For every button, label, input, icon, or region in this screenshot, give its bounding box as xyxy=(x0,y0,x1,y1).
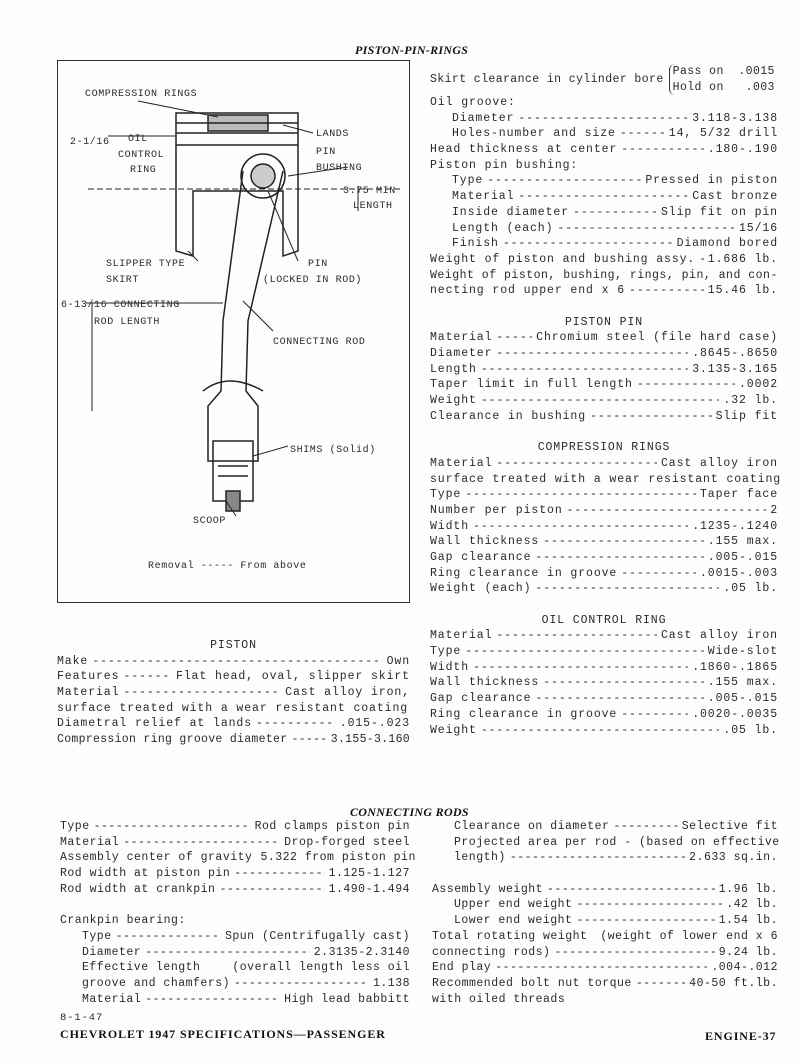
leader-dashes xyxy=(219,882,324,898)
spec-label: Number per piston xyxy=(430,503,563,517)
spec-row xyxy=(430,236,778,252)
spec-value: 1.96 lb. xyxy=(718,882,778,896)
spec-row xyxy=(430,173,778,189)
label-scoop: SCOOP xyxy=(193,516,227,527)
leader-dashes xyxy=(518,111,688,127)
piston-rod-drawing xyxy=(58,61,408,601)
leader-dashes xyxy=(543,675,704,691)
spec-row xyxy=(60,835,410,851)
spec-row xyxy=(430,221,778,237)
spec-value: 9.24 lb. xyxy=(718,945,778,959)
spec-value: .180-.190 xyxy=(707,143,778,157)
spec-value: Slip fit on pin xyxy=(660,205,778,219)
spec-row xyxy=(432,882,778,898)
leader-dashes xyxy=(496,346,688,362)
spec-value: Cast alloy iron xyxy=(660,456,778,470)
leader-dashes xyxy=(567,503,767,519)
spec-label: Weight xyxy=(430,394,477,408)
leader-dashes xyxy=(535,550,703,566)
spec-label: Holes-number and size xyxy=(452,127,616,141)
spec-row xyxy=(432,819,778,835)
spec-label: Diametral relief at lands xyxy=(57,717,253,731)
leader-dashes xyxy=(234,866,324,882)
spec-label: Compression ring groove diameter xyxy=(57,733,288,747)
spec-value: Cast bronze xyxy=(692,190,778,204)
spec-label: Material xyxy=(82,992,142,1006)
spec-label: Material xyxy=(430,629,493,643)
spec-text-part: (weight of lower end x 6 xyxy=(600,929,778,943)
spec-row xyxy=(57,685,410,701)
spec-row xyxy=(57,716,410,732)
spec-value: 5.322 from piston pin xyxy=(260,851,416,865)
spec-value: .155 max. xyxy=(707,676,778,690)
leader-dashes xyxy=(481,362,688,378)
spec-row xyxy=(57,669,410,685)
spec-value: .32 lb. xyxy=(723,394,778,408)
rods-left-column xyxy=(60,819,416,1007)
skirt-clearance xyxy=(430,64,778,95)
bushing-heading: Piston pin bushing: xyxy=(430,158,579,172)
spec-label: Upper end weight xyxy=(454,898,573,912)
spec-value: 1.54 lb. xyxy=(718,914,778,928)
diagram-caption: Removal ----- From above xyxy=(148,561,307,572)
leader-dashes xyxy=(481,723,720,739)
spec-value: Slip fit xyxy=(715,409,778,423)
connecting-rods-heading: CONNECTING RODS xyxy=(350,805,469,819)
leader-dashes xyxy=(481,393,720,409)
spec-row xyxy=(430,675,778,691)
footer-page: ENGINE-37 xyxy=(705,1029,777,1043)
leader-dashes xyxy=(123,835,280,851)
spec-label: Inside diameter xyxy=(452,205,570,219)
spec-label: Ring clearance in groove xyxy=(430,566,618,580)
label-connecting-rod: CONNECTING ROD xyxy=(273,337,366,348)
spec-label: Material xyxy=(430,331,493,345)
spec-text-part: (overall length less oil xyxy=(232,961,410,975)
spec-text-part: Total rotating weight xyxy=(432,929,588,943)
spec-value: 3.118-3.138 xyxy=(692,111,778,125)
spec-label: connecting rods) xyxy=(432,945,551,959)
spec-value: .0002 xyxy=(738,378,778,392)
label-rod-length-1: 6-13/16 CONNECTING xyxy=(61,300,180,311)
spec-row xyxy=(430,283,778,299)
spec-value: Flat head, oval, slipper skirt xyxy=(175,670,410,684)
spec-value: Cast alloy iron xyxy=(660,629,778,643)
spec-label: Finish xyxy=(452,237,499,251)
spec-value: .1235-.1240 xyxy=(692,519,778,533)
spec-row xyxy=(430,252,778,268)
spec-label: length) xyxy=(454,851,506,865)
piston-diagram xyxy=(57,60,410,603)
leader-dashes xyxy=(535,691,703,707)
spec-label: Type xyxy=(60,820,90,833)
leader-dashes xyxy=(465,644,704,660)
footer-date: 8-1-47 xyxy=(60,1012,104,1024)
spec-value: Own xyxy=(386,654,410,668)
spec-row xyxy=(430,142,778,158)
spec-label: groove and chamfers) xyxy=(82,976,231,990)
spec-value: Drop-forged steel xyxy=(284,835,410,849)
spec-row xyxy=(430,346,778,362)
label-slipper-2: SKIRT xyxy=(106,275,140,286)
spec-label: Weight of piston and bushing assy. xyxy=(430,252,696,266)
spec-value: Wide-slot xyxy=(707,645,778,659)
leader-dashes xyxy=(557,221,735,237)
spec-row xyxy=(430,723,778,739)
spec-row xyxy=(430,189,778,205)
spec-value: .155 max. xyxy=(707,535,778,549)
spec-text xyxy=(60,960,410,976)
spec-row xyxy=(430,393,778,409)
leader-dashes xyxy=(94,819,251,835)
leader-dashes xyxy=(518,189,688,205)
leader-dashes xyxy=(496,330,532,346)
spec-label: Material xyxy=(452,190,515,204)
spec-text-part: Effective length xyxy=(82,961,201,975)
spec-value: 15/16 xyxy=(738,221,778,235)
spec-label: Material xyxy=(430,456,493,470)
leader-dashes xyxy=(473,519,688,535)
spec-row xyxy=(57,654,410,670)
spec-label: Rod width at piston pin xyxy=(60,867,231,881)
spec-row xyxy=(430,644,778,660)
compression-rings-heading: COMPRESSION RINGS xyxy=(537,441,671,455)
spec-value: Rod clamps piston pin xyxy=(254,820,410,833)
spec-value: .005-.015 xyxy=(707,550,778,564)
spec-label: Ring clearance in groove xyxy=(430,707,618,721)
rods-right-column xyxy=(432,819,778,1007)
oil-groove-heading: Oil groove: xyxy=(430,96,516,109)
spec-value: .015-.023 xyxy=(339,717,410,731)
label-min-length-1: 3.75 MIN xyxy=(343,186,396,197)
spec-label: Weight (each) xyxy=(430,582,532,596)
spec-row xyxy=(430,707,778,723)
spec-label: Recommended bolt nut torque xyxy=(432,976,632,990)
leader-dashes xyxy=(573,205,657,221)
piston-section xyxy=(57,638,410,748)
spec-row xyxy=(60,929,410,945)
spec-row xyxy=(57,732,410,748)
leader-dashes xyxy=(496,628,657,644)
label-slipper-1: SLIPPER TYPE xyxy=(106,259,186,270)
leader-dashes xyxy=(145,945,310,961)
spec-label: Width xyxy=(430,660,470,674)
label-control: CONTROL xyxy=(118,150,165,161)
spec-label: Taper limit in full length xyxy=(430,378,633,392)
spec-value: Cast alloy iron, xyxy=(285,686,410,700)
spec-row xyxy=(430,691,778,707)
spec-label: Wall thickness xyxy=(430,535,540,549)
spec-value: 1.138 xyxy=(372,976,410,990)
spec-value: 1.686 lb. xyxy=(707,252,778,266)
spec-row xyxy=(430,534,778,550)
piston-heading: PISTON xyxy=(210,639,257,652)
spec-row xyxy=(60,819,410,835)
spec-label: Rod width at crankpin xyxy=(60,882,216,896)
spec-row xyxy=(430,377,778,393)
spec-label: Make xyxy=(57,654,89,668)
spec-label: Type xyxy=(430,488,462,502)
leader-dashes xyxy=(621,707,688,723)
spec-row xyxy=(430,205,778,221)
spec-label: Gap clearance xyxy=(430,550,532,564)
leader-dashes xyxy=(473,660,688,676)
spec-label: Diameter xyxy=(430,347,493,360)
label-ring: RING xyxy=(130,165,157,176)
spec-row xyxy=(60,992,410,1008)
spec-label: Clearance on diameter xyxy=(454,820,610,833)
label-rod-length-2: ROD LENGTH xyxy=(94,317,161,328)
spec-value: .0020-.0035 xyxy=(692,707,778,721)
spec-label: Clearance in bushing xyxy=(430,409,587,423)
skirt-hold: Hold on .003 xyxy=(672,80,775,94)
spec-label: Gap clearance xyxy=(430,692,532,706)
label-pin-locked-2: (LOCKED IN ROD) xyxy=(263,275,363,286)
spec-value: Taper face xyxy=(699,488,778,502)
spec-label: Wall thickness xyxy=(430,676,540,690)
leader-dashes xyxy=(637,377,735,393)
spec-label: Length xyxy=(430,362,477,376)
oil-ring-heading: OIL CONTROL RING xyxy=(541,613,667,627)
spec-row xyxy=(430,456,778,472)
leader-dashes xyxy=(116,929,221,945)
spec-label: Lower end weight xyxy=(454,914,573,928)
spec-label: Features xyxy=(57,670,120,684)
spec-text xyxy=(432,929,778,945)
spec-value: .004-.012 xyxy=(711,961,778,975)
spec-text: with oiled threads xyxy=(432,992,566,1006)
label-lands: LANDS xyxy=(316,129,350,140)
spec-label: Assembly weight xyxy=(432,882,544,896)
spec-text: Weight of piston, bushing, rings, pin, and con- xyxy=(430,268,778,282)
spec-label: Weight xyxy=(430,723,477,737)
spec-row xyxy=(60,866,410,882)
spec-label: necting rod upper end x 6 xyxy=(430,284,626,298)
leader-dashes xyxy=(535,581,719,597)
spec-value: 15.46 lb. xyxy=(707,284,778,298)
page-title: PISTON-PIN-RINGS xyxy=(355,43,469,57)
spec-value: .05 lb. xyxy=(723,582,778,596)
spec-text: surface treated with a wear resistant coating xyxy=(57,701,409,715)
spec-label: Material xyxy=(57,686,120,700)
spec-label: Diameter xyxy=(452,111,515,125)
spec-row xyxy=(430,550,778,566)
spec-row xyxy=(60,882,410,898)
spec-value: 3.135-3.165 xyxy=(692,362,778,376)
spec-value: .0015-.003 xyxy=(699,566,778,580)
spec-row xyxy=(430,519,778,535)
leader-dashes xyxy=(503,236,673,252)
spec-label: End play xyxy=(432,961,492,975)
spec-row xyxy=(430,503,778,519)
crankpin-heading: Crankpin bearing: xyxy=(60,914,186,928)
leader-dashes xyxy=(620,126,665,142)
footer-left: CHEVROLET 1947 SPECIFICATIONS—PASSENGER xyxy=(60,1027,386,1041)
spec-label: Type xyxy=(430,645,462,659)
spec-value: Diamond bored xyxy=(676,237,778,251)
spec-row xyxy=(432,960,778,976)
spec-value: 1.490-1.494 xyxy=(328,882,410,896)
label-bushing: BUSHING xyxy=(316,163,363,174)
label-pin: PIN xyxy=(316,147,336,158)
label-compression-rings: COMPRESSION RINGS xyxy=(85,89,198,100)
spec-label: Length (each) xyxy=(452,221,554,235)
spec-row xyxy=(432,913,778,929)
spec-label: Width xyxy=(430,519,470,533)
spec-row xyxy=(432,976,778,992)
spec-row xyxy=(430,487,778,503)
spec-value: 3.155-3.160 xyxy=(330,733,410,747)
skirt-pass: Pass on .0015 xyxy=(672,65,775,78)
spec-value: 2 xyxy=(770,503,778,517)
spec-row xyxy=(430,409,778,425)
spec-label: Assembly center of gravity xyxy=(60,851,253,865)
skirt-label: Skirt clearance in cylinder bore xyxy=(430,73,664,86)
spec-row xyxy=(430,111,778,127)
spec-value: .42 lb. xyxy=(726,898,778,912)
label-oil: OIL xyxy=(128,134,148,145)
spec-label: Head thickness at center xyxy=(430,143,618,157)
spec-row xyxy=(430,362,778,378)
spec-value: 2.3135-2.3140 xyxy=(313,945,410,959)
spec-value: Chromium steel (file hard case) xyxy=(536,331,778,345)
spec-value: 1.125-1.127 xyxy=(328,867,410,881)
label-size: 2-1/16 xyxy=(70,137,110,148)
spec-row xyxy=(430,126,778,142)
spec-value: Spun (Centrifugally cast) xyxy=(224,929,410,943)
label-min-length-2: LENGTH xyxy=(353,201,393,212)
spec-value: .1860-.1865 xyxy=(692,660,778,674)
label-shims: SHIMS (Solid) xyxy=(290,445,376,456)
label-pin-locked-1: PIN xyxy=(308,259,328,270)
leader-dashes xyxy=(590,409,712,425)
spec-value: Selective fit xyxy=(681,820,778,833)
spec-value: .8645-.8650 xyxy=(692,347,778,360)
spec-row xyxy=(60,945,410,961)
spec-row xyxy=(60,850,416,866)
spec-row xyxy=(430,628,778,644)
spec-row xyxy=(430,581,778,597)
spec-value: 2.633 sq.in. xyxy=(689,851,778,865)
spec-row xyxy=(60,976,410,992)
spec-value: High lead babbitt xyxy=(284,992,410,1006)
spec-label: Type xyxy=(82,929,112,943)
spec-row xyxy=(432,850,778,866)
spec-value: .005-.015 xyxy=(707,692,778,706)
leader-dashes xyxy=(465,487,696,503)
spec-row xyxy=(430,330,778,346)
spec-value: 14, 5/32 drill xyxy=(668,127,778,141)
spec-text: surface treated with a wear resistant coating xyxy=(430,472,782,486)
spec-label: Diameter xyxy=(82,945,142,959)
piston-pin-heading: PISTON PIN xyxy=(564,315,643,329)
spec-row xyxy=(432,945,778,961)
leader-dashes xyxy=(543,534,704,550)
spec-row xyxy=(430,566,778,582)
spec-row xyxy=(432,897,778,913)
leader-dashes xyxy=(621,566,696,582)
leader-dashes xyxy=(487,173,641,189)
spec-value: .05 lb. xyxy=(723,723,778,737)
spec-label: Type xyxy=(452,174,484,188)
spec-label: Material xyxy=(60,835,120,849)
right-column xyxy=(430,64,782,738)
spec-value: 40-50 ft.lb. xyxy=(689,976,778,990)
spec-text: Projected area per rod - (based on effective xyxy=(454,835,780,849)
spec-value: Pressed in piston xyxy=(645,174,778,188)
spec-row xyxy=(430,660,778,676)
